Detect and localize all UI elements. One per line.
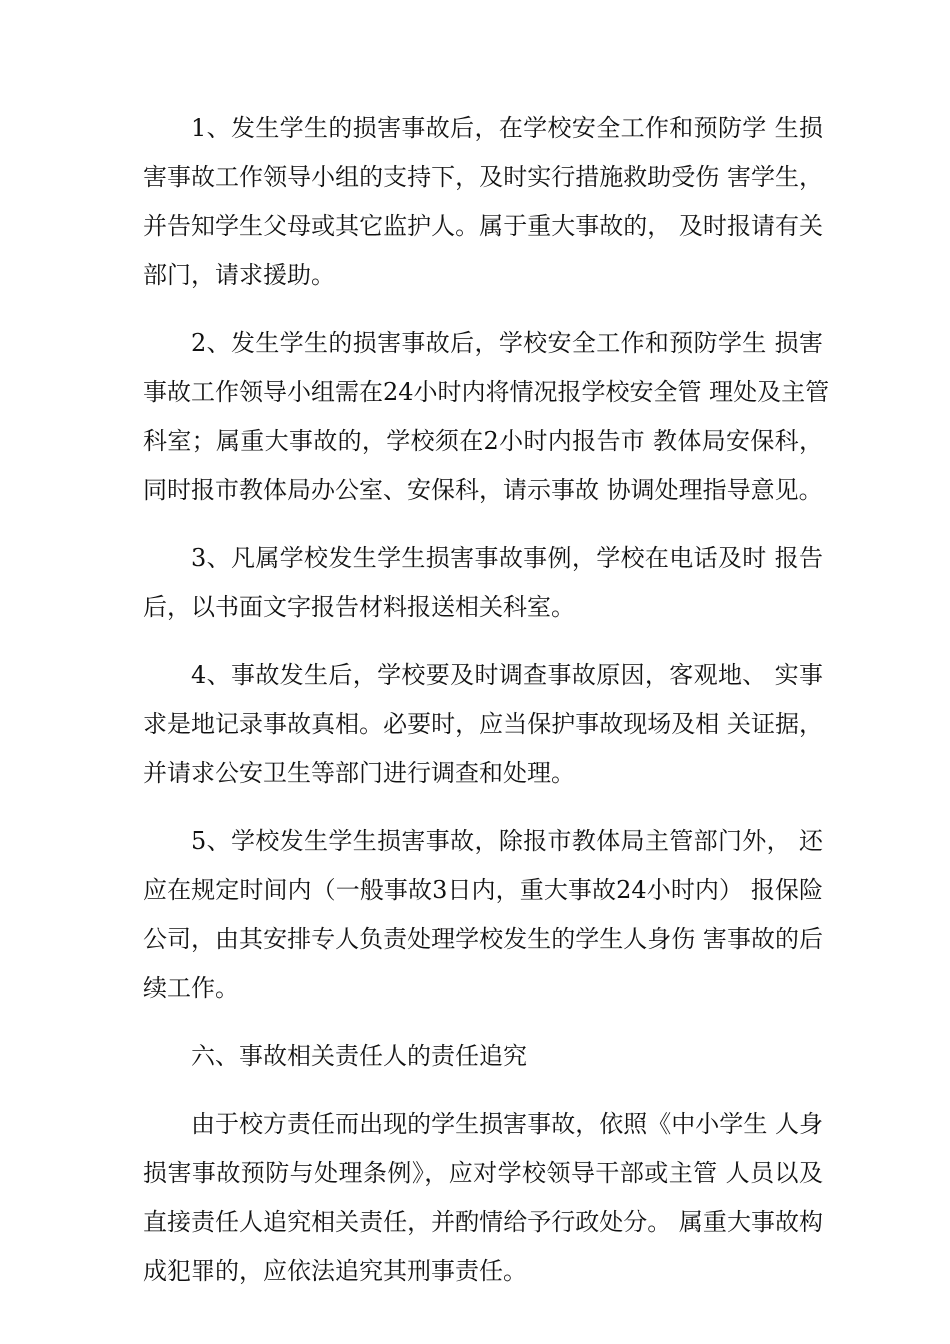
- text-line: 2、发生学生的损害事故后，学校安全工作和预防学生 损害: [191, 329, 823, 357]
- text-line: 事故工作领导小组需在24小时内将情况报学校安全管 理处及主管: [143, 378, 830, 406]
- text-line: 续工作。: [143, 974, 239, 1002]
- text-line: 直接责任人追究相关责任，并酌情给予行政处分。 属重大事故构: [143, 1208, 823, 1236]
- text-line: 成犯罪的，应依法追究其刑事责任。: [143, 1257, 527, 1285]
- paragraph-7: [143, 1100, 823, 1296]
- text-line: 由于校方责任而出现的学生损害事故，依照《中小学生 人身: [191, 1110, 823, 1138]
- section-heading: [143, 1032, 823, 1081]
- text-line: 公司，由其安排专人负责处理学校发生的学生人身伤 害事故的后: [143, 925, 823, 953]
- text-line: 部门，请求援助。: [143, 261, 335, 289]
- text-line: 害事故工作领导小组的支持下，及时实行措施救助受伤 害学生，: [143, 163, 823, 191]
- text-line: 1、发生学生的损害事故后，在学校安全工作和预防学 生损: [191, 114, 823, 142]
- paragraph-3: [143, 534, 823, 632]
- text-line: 5、学校发生学生损害事故，除报市教体局主管部门外， 还: [191, 827, 823, 855]
- paragraph-2: [143, 319, 830, 515]
- text-line: 并告知学生父母或其它监护人。属于重大事故的， 及时报请有关: [143, 212, 823, 240]
- paragraph-4: [143, 651, 823, 798]
- text-line: 损害事故预防与处理条例》，应对学校领导干部或主管 人员以及: [143, 1159, 823, 1187]
- text-line: 后，以书面文字报告材料报送相关科室。: [143, 593, 575, 621]
- text-line: 应在规定时间内（一般事故3日内，重大事故24小时内） 报保险: [143, 876, 823, 904]
- section-title: 六、事故相关责任人的责任追究: [191, 1042, 527, 1070]
- text-line: 3、凡属学校发生学生损害事故事例，学校在电话及时 报告: [191, 544, 823, 572]
- text-line: 求是地记录事故真相。必要时，应当保护事故现场及相 关证据，: [143, 710, 823, 738]
- text-line: 并请求公安卫生等部门进行调查和处理。: [143, 759, 575, 787]
- text-line: 同时报市教体局办公室、安保科，请示事故 协调处理指导意见。: [143, 476, 823, 504]
- text-line: 4、事故发生后，学校要及时调查事故原因，客观地、 实事: [191, 661, 823, 689]
- document-body: [143, 104, 830, 1315]
- paragraph-1: [143, 104, 823, 300]
- text-line: 科室；属重大事故的，学校须在2小时内报告市 教体局安保科，: [143, 427, 823, 455]
- paragraph-5: [143, 817, 823, 1013]
